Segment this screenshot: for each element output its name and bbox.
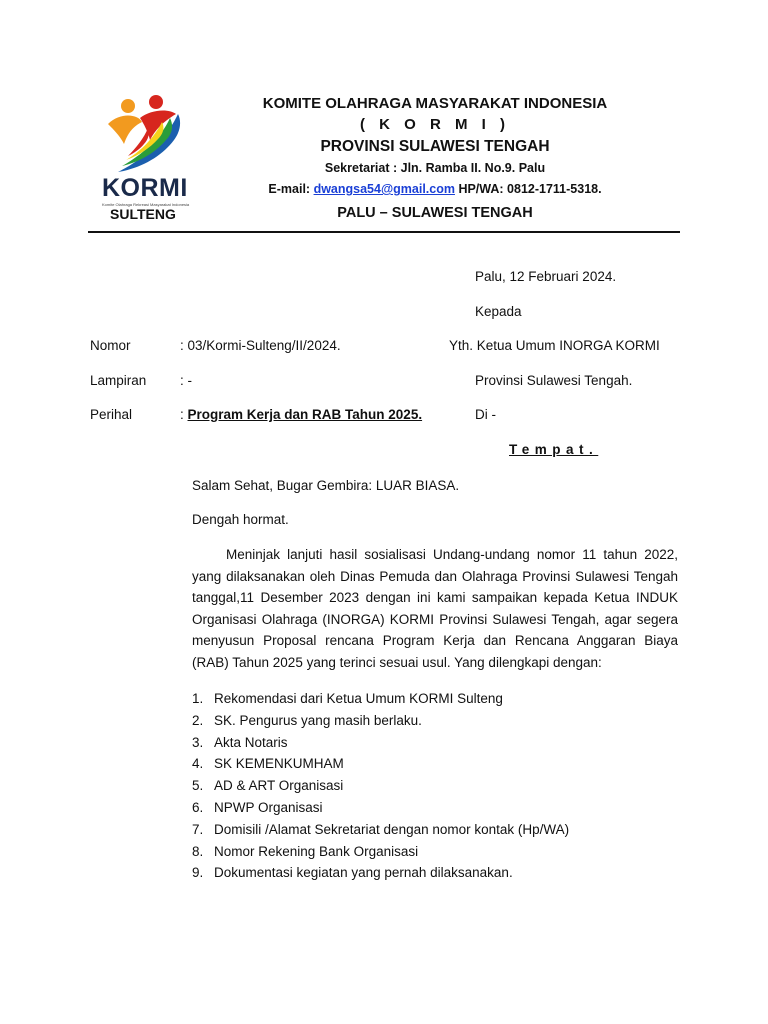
list-item-number: 5. [192, 778, 204, 794]
perihal-field [180, 407, 422, 422]
list-item-text: SK KEMENKUMHAM [214, 756, 344, 772]
list-item [192, 841, 569, 863]
salutation: Dengah hormat. [192, 512, 289, 527]
list-item-number: 2. [192, 712, 204, 728]
recipient-province: Provinsi Sulawesi Tengah. [475, 373, 633, 388]
recipient-kepada: Kepada [475, 304, 522, 319]
logo-city-label: SULTENG [110, 206, 176, 222]
nomor-value: : 03/Kormi-Sulteng/II/2024. [180, 338, 341, 353]
list-item [192, 819, 569, 841]
perihal-value: Program Kerja dan RAB Tahun 2025. [187, 407, 423, 422]
email-link[interactable]: dwangsa54@gmail.com [313, 182, 455, 196]
recipient-di: Di - [475, 407, 496, 422]
body-paragraph-text: Meninjak lanjuti hasil sosialisasi Undang-undang nomor 11 tahun 2022, yang dilaksanakan oleh Dinas Pemuda dan Olahraga Provinsi Sulawesi Tengah tanggal,11 Desember 2023 dengan ini kami sampaikan kepada Ketua INDUK Organisasi Olahraga (INORGA) KORMI Provinsi Sulawesi Tengah, agar segera menyusun Proposal rencana Program Kerja dan Rencana Anggaran Biaya (RAB) Tahun 2025 yang terinci sesuai usul. Yang dilengkapi dengan: [192, 547, 678, 670]
letter-date: Palu, 12 Februari 2024. [475, 269, 617, 284]
requirements-list [192, 688, 569, 884]
phone-number: HP/WA: 0812-1711-5318. [454, 182, 602, 196]
logo-wordmark: KORMI [102, 174, 188, 202]
list-item-number: 1. [192, 691, 204, 706]
list-item-text: Rekomendasi dari Ketua Umum KORMI Sulteng [214, 691, 503, 706]
perihal-label: Perihal [90, 407, 133, 422]
recipient-tempat: Tempat. [509, 442, 599, 457]
org-acronym: ( K O R M I ) [360, 116, 510, 133]
list-item-number: 7. [192, 821, 204, 837]
letterhead-divider [88, 231, 680, 233]
list-item-text: Domisili /Alamat Sekretariat dengan nomor kontak (Hp/WA) [214, 821, 570, 837]
greeting: Salam Sehat, Bugar Gembira: LUAR BIASA. [192, 478, 460, 493]
lampiran-label: Lampiran [90, 373, 147, 388]
email-label: E-mail: [268, 182, 314, 196]
list-item-number: 6. [192, 799, 204, 815]
list-item-text: Akta Notaris [214, 734, 288, 750]
list-item-number: 9. [192, 865, 204, 881]
nomor-label: Nomor [90, 338, 131, 353]
list-item-number: 3. [192, 734, 204, 750]
logo-tagline: Komite Olahraga Rekreasi Masyarakat Indonesia [102, 202, 190, 207]
list-item [192, 753, 569, 775]
perihal-colon: : [180, 407, 188, 422]
list-item [192, 688, 569, 710]
list-item-text: Nomor Rekening Bank Organisasi [214, 843, 419, 859]
list-item [192, 710, 569, 732]
recipient-name: Yth. Ketua Umum INORGA KORMI [449, 338, 660, 353]
list-item-number: 4. [192, 756, 204, 772]
org-province: PROVINSI SULAWESI TENGAH [320, 138, 550, 155]
body-paragraph [192, 544, 678, 673]
lampiran-value: : - [180, 373, 192, 388]
list-item-text: NPWP Organisasi [214, 799, 323, 815]
org-name: KOMITE OLAHRAGA MASYARAKAT INDONESIA [262, 95, 608, 112]
list-item [192, 797, 569, 819]
org-address: Sekretariat : Jln. Ramba II. No.9. Palu [324, 161, 546, 175]
list-item-number: 8. [192, 843, 204, 859]
kormi-logo [98, 92, 208, 222]
list-item [192, 862, 569, 884]
org-contact [230, 182, 640, 196]
org-city: PALU – SULAWESI TENGAH [337, 205, 533, 221]
list-item-text: AD & ART Organisasi [214, 778, 344, 794]
list-item [192, 732, 569, 754]
list-item-text: SK. Pengurus yang masih berlaku. [214, 712, 422, 728]
list-item [192, 775, 569, 797]
list-item-text: Dokumentasi kegiatan yang pernah dilaksanakan. [214, 865, 513, 881]
kormi-emblem-icon [98, 92, 198, 177]
